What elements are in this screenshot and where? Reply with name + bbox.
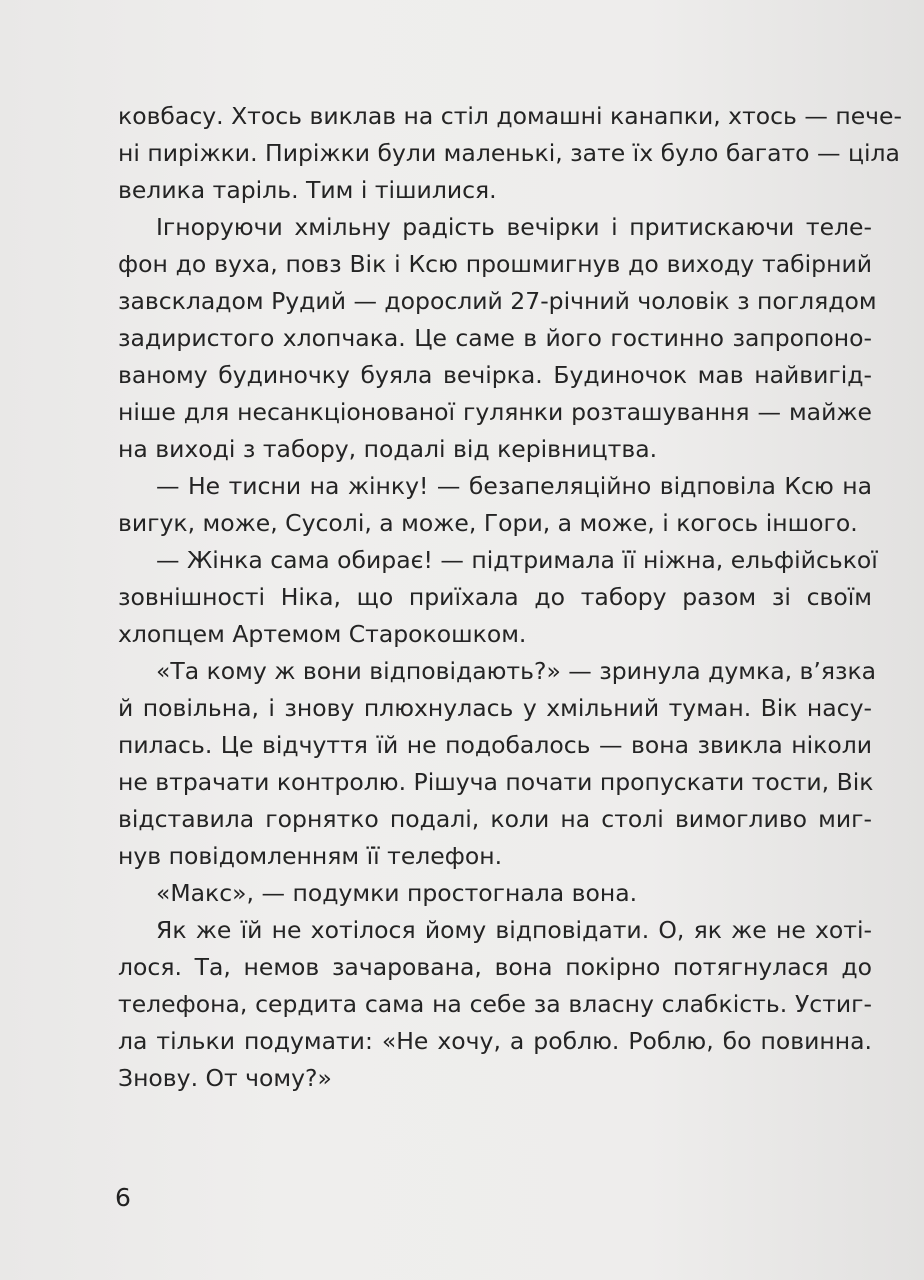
text-line: ваному будиночку буяла вечірка. Будиночок мав найвигід- — [118, 361, 872, 389]
text-line: й повільна, і знову плюхнулась у хмільний туман. Вік насу- — [118, 694, 872, 722]
text-line: ніше для несанкціонованої гулянки розташування — майже — [118, 398, 872, 426]
text-line: на виході з табору, подалі від керівництва. — [118, 435, 658, 463]
text-line: лося. Та, немов зачарована, вона покірно потягнулася до — [118, 953, 872, 981]
text-line: — Не тисни на жінку! — безапеляційно відповіла Ксю на — [156, 472, 872, 500]
text-line: Як же їй не хотілося йому відповідати. О, як же не хоті- — [156, 916, 872, 944]
text-line: телефона, сердита сама на себе за власну слабкість. Устиг- — [118, 990, 872, 1018]
text-line: «Та кому ж вони відповідають?» — зринула думка, в’язка — [156, 657, 877, 685]
text-line: задиристого хлопчака. Це саме в його гостинно запропоно- — [118, 324, 872, 352]
text-line: зовнішності Ніка, що приїхала до табору разом зі своїм — [118, 583, 872, 611]
text-line: не втрачати контролю. Рішуча почати пропускати тости, Вік — [118, 768, 874, 796]
body-text — [118, 98, 902, 1097]
text-line: ковбасу. Хтось виклав на стіл домашні канапки, хтось — пече- — [118, 102, 902, 130]
text-line: ла тільки подумати: «Не хочу, а роблю. Роблю, бо повинна. — [118, 1027, 872, 1055]
text-line: завскладом Рудий — дорослий 27-річний чоловік з поглядом — [118, 287, 877, 315]
text-line: вигук, може, Сусолі, а може, Гори, а може, і когось іншого. — [118, 509, 858, 537]
text-line: ні пиріжки. Пиріжки були маленькі, зате їх було багато — ціла — [118, 139, 900, 167]
text-line: Ігноруючи хмільну радість вечірки і притискаючи теле- — [156, 213, 872, 241]
text-line: пилась. Це відчуття їй не подобалось — вона звикла ніколи — [118, 731, 872, 759]
text-line: велика таріль. Тим і тішилися. — [118, 176, 497, 204]
text-line: Знову. От чому?» — [118, 1064, 332, 1092]
text-line: хлопцем Артемом Старокошком. — [118, 620, 527, 648]
text-line: «Макс», — подумки простогнала вона. — [156, 879, 638, 907]
text-line: нув повідомленням її телефон. — [118, 842, 503, 870]
text-line: фон до вуха, повз Вік і Ксю прошмигнув до виходу табірний — [118, 250, 872, 278]
text-line: відставила горнятко подалі, коли на столі вимогливо миг- — [118, 805, 872, 833]
page-number: 6 — [115, 1183, 131, 1212]
text-line: — Жінка сама обирає! — підтримала її ніжна, ельфійської — [156, 546, 878, 574]
